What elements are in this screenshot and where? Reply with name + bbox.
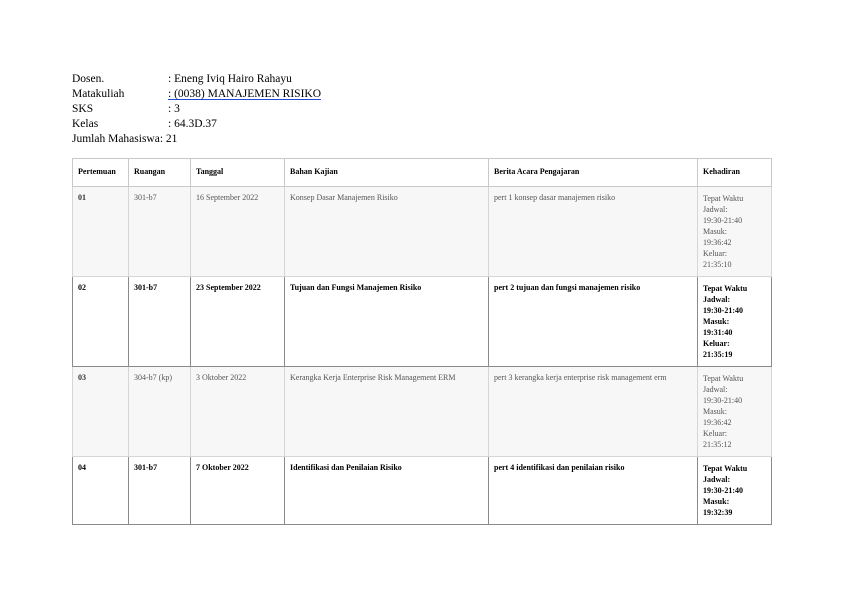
col-header-tanggal: Tanggal — [191, 159, 285, 187]
cell-kehadiran — [698, 187, 772, 277]
cell-berita-acara: pert 3 kerangka kerja enterprise risk management erm — [489, 367, 698, 457]
cell-berita-acara: pert 2 tujuan dan fungsi manajemen risiko — [489, 277, 698, 367]
kehadiran-jadwal-label: Jadwal: — [703, 295, 731, 304]
table-row — [73, 367, 772, 457]
kehadiran-keluar-label: Keluar: — [703, 249, 727, 258]
sks-row — [72, 102, 327, 117]
kehadiran-keluar-value: 21:35:19 — [703, 350, 733, 359]
cell-kehadiran — [698, 457, 772, 525]
matakuliah-row — [72, 87, 327, 102]
kehadiran-jadwal-label: Jadwal: — [703, 385, 728, 394]
cell-tanggal: 3 Oktober 2022 — [191, 367, 285, 457]
cell-kehadiran — [698, 367, 772, 457]
kehadiran-masuk-value: 19:36:42 — [703, 238, 732, 247]
cell-ruangan: 304-b7 (kp) — [129, 367, 191, 457]
kehadiran-jadwal-value: 19:30-21:40 — [703, 396, 743, 405]
matakuliah-value: : (0038) MANAJEMEN RISIKO — [168, 88, 322, 100]
kehadiran-jadwal-label: Jadwal: — [703, 205, 728, 214]
kehadiran-keluar-value: 21:35:12 — [703, 440, 732, 449]
matakuliah-label: Matakuliah — [72, 88, 125, 100]
kehadiran-masuk-value: 19:36:42 — [703, 418, 732, 427]
kehadiran-masuk-label: Masuk: — [703, 497, 730, 506]
kehadiran-jadwal-label: Jadwal: — [703, 475, 731, 484]
course-info-header — [72, 72, 327, 147]
kehadiran-jadwal-value: 19:30-21:40 — [703, 486, 743, 495]
kehadiran-keluar-label: Keluar: — [703, 339, 730, 348]
cell-ruangan: 301-b7 — [129, 457, 191, 525]
table-row — [73, 277, 772, 367]
cell-pertemuan: 02 — [73, 277, 129, 367]
attendance-table — [72, 158, 772, 525]
kelas-value: : 64.3D.37 — [168, 118, 217, 130]
cell-pertemuan: 01 — [73, 187, 129, 277]
kehadiran-status: Tepat Waktu — [703, 284, 748, 293]
kelas-label: Kelas — [72, 118, 99, 130]
cell-berita-acara: pert 1 konsep dasar manajemen risiko — [489, 187, 698, 277]
kehadiran-jadwal-value: 19:30-21:40 — [703, 216, 743, 225]
cell-bahan-kajian: Kerangka Kerja Enterprise Risk Management ERM — [285, 367, 489, 457]
cell-ruangan: 301-b7 — [129, 277, 191, 367]
kehadiran-masuk-label: Masuk: — [703, 317, 730, 326]
sks-label: SKS — [72, 103, 94, 115]
jumlah-label: Jumlah Mahasiswa — [72, 133, 160, 145]
col-header-ruangan: Ruangan — [129, 159, 191, 187]
table-row — [73, 187, 772, 277]
kehadiran-keluar-value: 21:35:10 — [703, 260, 732, 269]
cell-kehadiran — [698, 277, 772, 367]
kehadiran-masuk-label: Masuk: — [703, 407, 727, 416]
cell-tanggal: 7 Oktober 2022 — [191, 457, 285, 525]
table-header-row — [73, 159, 772, 187]
cell-bahan-kajian: Tujuan dan Fungsi Manajemen Risiko — [285, 277, 489, 367]
dosen-row — [72, 72, 327, 87]
jumlah-row — [72, 132, 327, 147]
table-row — [73, 457, 772, 525]
cell-ruangan: 301-b7 — [129, 187, 191, 277]
cell-bahan-kajian: Identifikasi dan Penilaian Risiko — [285, 457, 489, 525]
cell-bahan-kajian: Konsep Dasar Manajemen Risiko — [285, 187, 489, 277]
sks-value: : 3 — [168, 103, 180, 115]
kehadiran-status: Tepat Waktu — [703, 374, 744, 383]
cell-tanggal: 16 September 2022 — [191, 187, 285, 277]
cell-pertemuan: 03 — [73, 367, 129, 457]
jumlah-value: : 21 — [159, 133, 178, 145]
matakuliah-link[interactable] — [168, 87, 327, 102]
col-header-berita-acara: Berita Acara Pengajaran — [489, 159, 698, 187]
kehadiran-masuk-value: 19:31:40 — [703, 328, 733, 337]
col-header-pertemuan: Pertemuan — [73, 159, 129, 187]
kehadiran-status: Tepat Waktu — [703, 464, 748, 473]
cell-berita-acara: pert 4 identifikasi dan penilaian risiko — [489, 457, 698, 525]
cell-tanggal: 23 September 2022 — [191, 277, 285, 367]
dosen-label: Dosen. — [72, 73, 105, 85]
col-header-bahan-kajian: Bahan Kajian — [285, 159, 489, 187]
kehadiran-masuk-value: 19:32:39 — [703, 508, 733, 517]
kehadiran-status: Tepat Waktu — [703, 194, 744, 203]
kehadiran-jadwal-value: 19:30-21:40 — [703, 306, 743, 315]
cell-pertemuan: 04 — [73, 457, 129, 525]
kehadiran-keluar-label: Keluar: — [703, 429, 727, 438]
kelas-row — [72, 117, 327, 132]
kehadiran-masuk-label: Masuk: — [703, 227, 727, 236]
dosen-value: : Eneng Iviq Hairo Rahayu — [168, 73, 292, 85]
col-header-kehadiran: Kehadiran — [698, 159, 772, 187]
